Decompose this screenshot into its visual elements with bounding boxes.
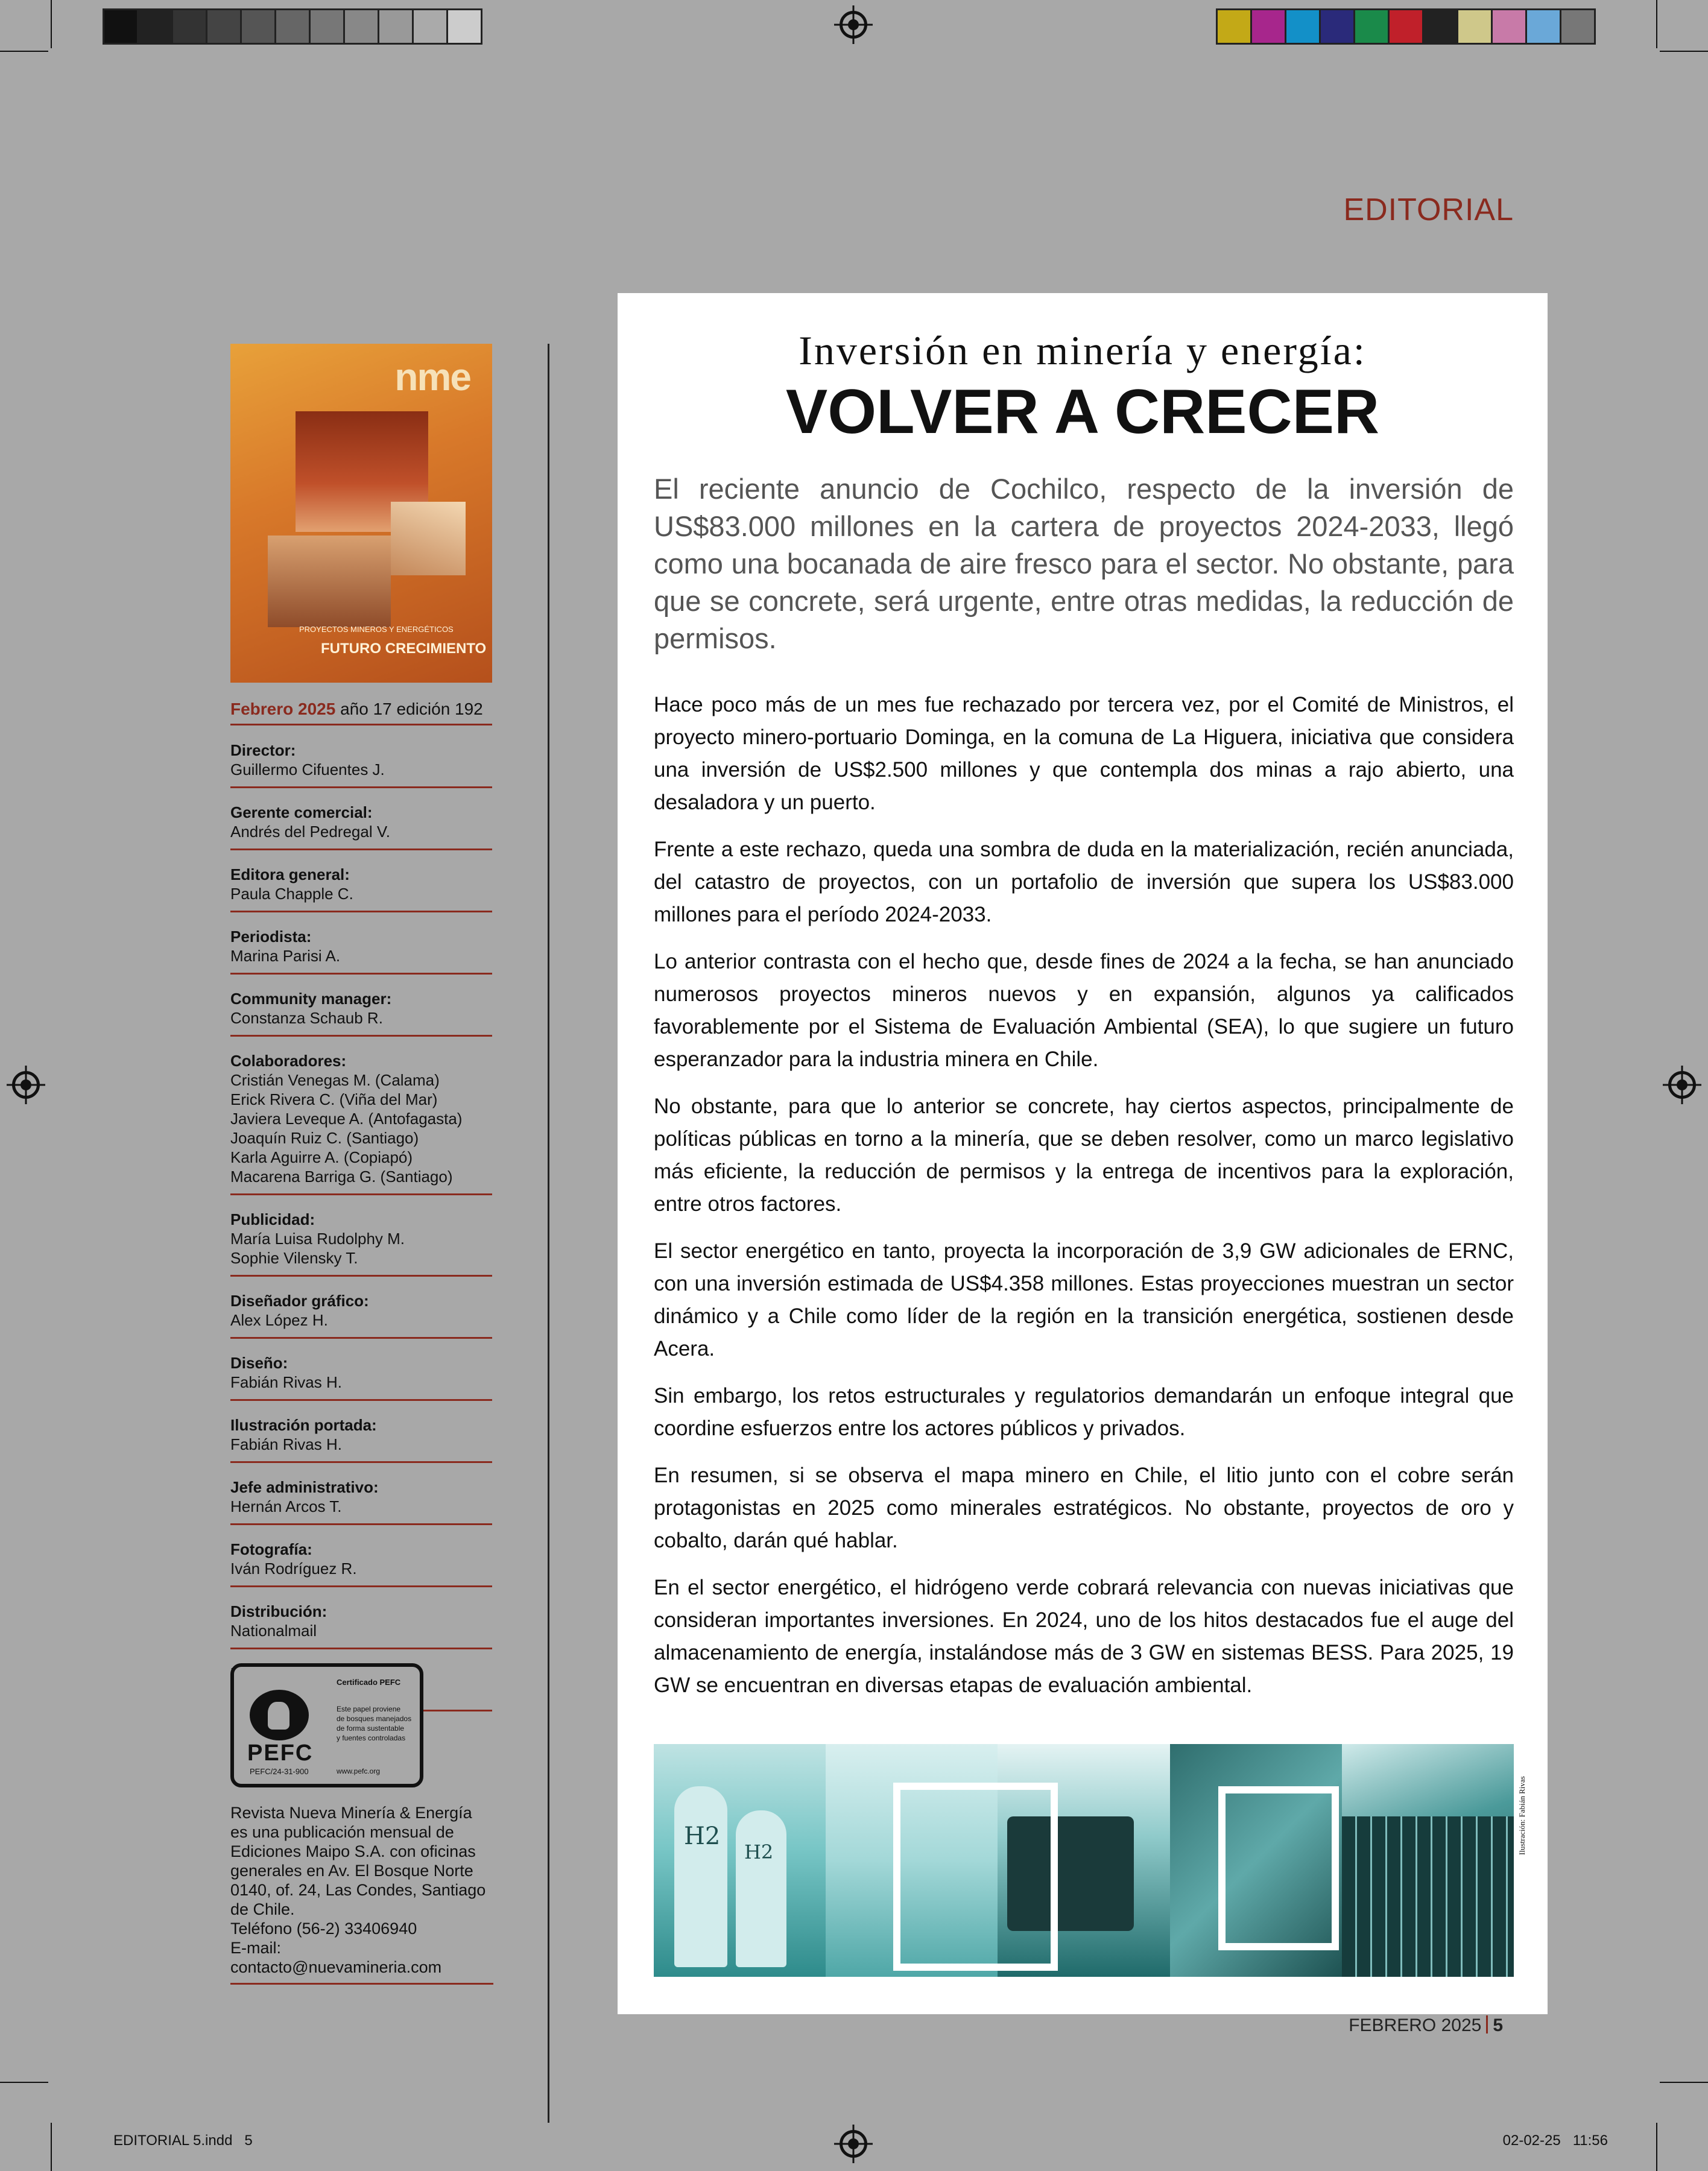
page-folio [1349, 2015, 1503, 2036]
photo-credit: Ilustración: Fabián Rivas [1517, 1776, 1526, 1855]
credit-role: Publicidad: [230, 1210, 315, 1228]
color-swatch [1493, 10, 1527, 43]
credit-role: Jefe administrativo: [230, 1478, 379, 1496]
edition-detail: año 17 edición 192 [340, 700, 483, 718]
crop-mark [1660, 2082, 1708, 2083]
cover-photo [268, 536, 391, 627]
article-kicker: Inversión en minería y energía: [799, 327, 1367, 373]
credit-role: Distribución: [230, 1602, 327, 1620]
salt-flat-photo [826, 1744, 998, 1977]
color-swatch [448, 10, 481, 43]
color-swatch [1321, 10, 1355, 43]
credit-name: Marina Parisi A. [230, 947, 341, 965]
credit-role: Diseñador gráfico: [230, 1292, 369, 1310]
credit-entry [230, 799, 492, 850]
color-swatch [311, 10, 345, 43]
edition-line [230, 700, 492, 725]
color-swatch [104, 10, 139, 43]
crop-mark [0, 51, 48, 52]
h2-label: H2 [684, 1822, 721, 1850]
credit-name: Cristián Venegas M. (Calama) Erick Rivera C. (Viña del Mar) Javiera Leveque A. (Antofagasta) Joaquín Ruiz C. (Santiago) Karla Aguirre A. (Copiapó) Macarena Barriga G. (Santiago) [230, 1071, 463, 1186]
credit-name: Constanza Schaub R. [230, 1009, 383, 1027]
color-swatch [1218, 10, 1252, 43]
article-paragraph: No obstante, para que lo anterior se concrete, hay ciertos aspectos, principalmente de políticas públicas en torno a la minería, que se deben resolver, como un marco legislativo más eficiente, la reducción de permisos y la entrega de incentivos para la exploración, entre otros factores. [654, 1095, 1514, 1216]
credit-role: Colaboradores: [230, 1052, 347, 1070]
color-swatch [1424, 10, 1458, 43]
section-label: EDITORIAL [1343, 192, 1514, 227]
credit-name: María Luisa Rudolphy M. Sophie Vilensky T. [230, 1230, 405, 1267]
pefc-url: www.pefc.org [337, 1767, 381, 1775]
color-swatch [1527, 10, 1561, 43]
folio-month: FEBRERO 2025 [1349, 2015, 1482, 2035]
crop-mark [0, 2082, 48, 2083]
cmyk-color-bar [1216, 8, 1596, 45]
mining-truck-photo [998, 1744, 1169, 1977]
color-swatch [1252, 10, 1286, 43]
crop-mark [51, 2123, 52, 2171]
color-swatch [379, 10, 414, 43]
tree-logo-icon [250, 1690, 309, 1740]
credit-role: Ilustración portada: [230, 1416, 377, 1434]
article-paragraph: El sector energético en tanto, proyecta la incorporación de 3,9 GW adicionales de ERNC, con una inversión estimada de US$4.358 millones. Estas proyecciones muestran un sector dinámico y a Chile como líder de la región en la transición energética, sostienen desde Acera. [654, 1239, 1514, 1360]
pefc-certification-badge [230, 1663, 423, 1787]
article-lead: El reciente anuncio de Cochilco, respecto de la inversión de US$83.000 millones en la cartera de proyectos 2024-2033, llegó como una bocanada de aire fresco para el sector. No obstante, para que se concrete, será urgente, entre otras medidas, la reducción de permisos. [654, 473, 1514, 654]
article-paragraph: Frente a este rechazo, queda una sombra de duda en la materialización, recién anunciada, del catastro de proyectos, con un portafolio de inversión que supera los US$83.000 millones para el período 2024-2033. [654, 838, 1514, 926]
credit-name: Paula Chapple C. [230, 885, 353, 903]
color-swatch [345, 10, 379, 43]
credit-role: Gerente comercial: [230, 803, 373, 821]
article-headline: VOLVER A CRECER [785, 377, 1380, 447]
credit-role: Editora general: [230, 865, 350, 883]
registration-mark-icon [840, 2130, 867, 2158]
credit-name: Andrés del Pedregal V. [230, 823, 391, 841]
slug-timestamp: 02-02-25 11:56 [1502, 2132, 1608, 2149]
tank [674, 1786, 727, 1967]
pefc-description: Este papel proviene de bosques manejados de forma sustentable y fuentes controladas [337, 1705, 412, 1742]
color-swatch [1355, 10, 1390, 43]
article-body [654, 689, 1514, 1716]
credit-role: Fotografía: [230, 1540, 312, 1558]
color-swatch [1390, 10, 1424, 43]
credit-entry [230, 1350, 492, 1401]
article-paragraph: Hace poco más de un mes fue rechazado por tercera vez, por el Comité de Ministros, el proyecto minero-portuario Dominga, en la comuna de La Higuera, iniciativa que considera una inversión de US$2.500 millones y que contempla dos minas a rajo abierto, una desaladora y un puerto. [654, 693, 1514, 814]
credit-entry [230, 1206, 492, 1277]
cover-title: FUTURO CRECIMIENTO [321, 640, 487, 657]
article-paragraph: Sin embargo, los retos estructurales y regulatorios demandarán un enfoque integral que coordine esfuerzos entre los actores públicos y privados. [654, 1384, 1514, 1440]
article-paragraph: En resumen, si se observa el mapa minero en Chile, el litio junto con el cobre serán protagonistas en 2025 como minerales estratégicos. No obstante, proyectos de oro y cobalto, darán qué hablar. [654, 1464, 1514, 1552]
photo-frame [1218, 1786, 1339, 1950]
credit-name: Alex López H. [230, 1311, 328, 1329]
credit-role: Diseño: [230, 1354, 288, 1372]
article-paragraph: Lo anterior contrasta con el hecho que, desde fines de 2024 a la fecha, se han anunciado numerosos proyectos mineros nuevos y en expansión, algunos ya calificados favorablemente por el Sistema de Evaluación Ambiental (SEA), lo que sugiere un futuro esperanzador para la industria minera en Chile. [654, 950, 1514, 1071]
crop-mark [1656, 0, 1657, 48]
editorial-article [618, 293, 1548, 2014]
crop-mark [51, 0, 52, 48]
credit-name: Guillermo Cifuentes J. [230, 760, 385, 779]
credit-entry [230, 861, 492, 912]
credit-role: Periodista: [230, 927, 312, 946]
pefc-certified: Certificado PEFC [337, 1678, 401, 1687]
solar-panels-photo [1342, 1744, 1514, 1977]
color-swatch [1458, 10, 1493, 43]
slug-file: EDITORIAL 5.indd 5 [113, 2132, 253, 2149]
color-swatch [207, 10, 242, 43]
page-number: 5 [1493, 2015, 1503, 2035]
terrain-photo [1170, 1744, 1342, 1977]
color-swatch [173, 10, 207, 43]
color-swatch [242, 10, 276, 43]
photo-frame [985, 1783, 1058, 1971]
pefc-code: PEFC/24-31-900 [250, 1767, 309, 1776]
publisher-info: Revista Nueva Minería & Energía es una publicación mensual de Ediciones Maipo S.A. con oficinas generales en Av. El Bosque Norte 0140, of. 24, Las Condes, Santiago de Chile. Teléfono (56-2) 33406940 E-mail: contacto@nuevamineria.com [230, 1803, 493, 1985]
credit-name: Iván Rodríguez R. [230, 1560, 357, 1578]
credit-role: Director: [230, 741, 296, 759]
color-swatch [1286, 10, 1321, 43]
credit-name: Fabián Rivas H. [230, 1435, 342, 1453]
pefc-word: PEFC [247, 1740, 314, 1766]
credit-entry [230, 1598, 492, 1649]
staff-credits [230, 737, 492, 1722]
solar-array [1342, 1816, 1514, 1977]
credit-entry [230, 1474, 492, 1525]
crop-mark [1656, 2123, 1657, 2171]
color-swatch [414, 10, 448, 43]
column-divider [548, 344, 549, 2123]
credit-role: Community manager: [230, 990, 392, 1008]
registration-mark-icon [840, 11, 867, 39]
magazine-cover-thumbnail [230, 344, 492, 683]
color-swatch [139, 10, 173, 43]
credit-entry [230, 1288, 492, 1339]
credit-entry [230, 1048, 492, 1195]
cover-subtitle: PROYECTOS MINEROS Y ENERGÉTICOS [299, 625, 454, 634]
illustration-strip [654, 1744, 1514, 1977]
credit-entry [230, 1412, 492, 1463]
cover-photo [391, 502, 466, 575]
h2-label: H2 [744, 1841, 774, 1863]
cover-logo: nme [394, 355, 470, 399]
color-swatch [1561, 10, 1594, 43]
credit-entry [230, 923, 492, 975]
hydrogen-tanks-photo [654, 1744, 826, 1977]
credit-name: Fabián Rivas H. [230, 1373, 342, 1391]
edition-month: Febrero 2025 [230, 700, 336, 718]
gray-color-bar [103, 8, 482, 45]
article-paragraph: En el sector energético, el hidrógeno verde cobrará relevancia con nuevas iniciativas que consideran importantes inversiones. En 2024, uno de los hitos destacados fue el auge del almacenamiento de energía, instalándose más de 3 GW en sistemas BESS. Para 2025, 19 GW se encuentran en diversas etapas de evaluación ambiental. [654, 1576, 1514, 1697]
crop-mark [1660, 51, 1708, 52]
credit-entry [230, 985, 492, 1037]
credit-entry [230, 737, 492, 788]
folio-divider [1486, 2015, 1488, 2034]
credit-name: Hernán Arcos T. [230, 1497, 342, 1515]
color-swatch [276, 10, 311, 43]
credit-name: Nationalmail [230, 1622, 317, 1640]
registration-mark-icon [12, 1071, 40, 1099]
credit-entry [230, 1536, 492, 1587]
tank [736, 1810, 786, 1967]
registration-mark-icon [1668, 1071, 1696, 1099]
